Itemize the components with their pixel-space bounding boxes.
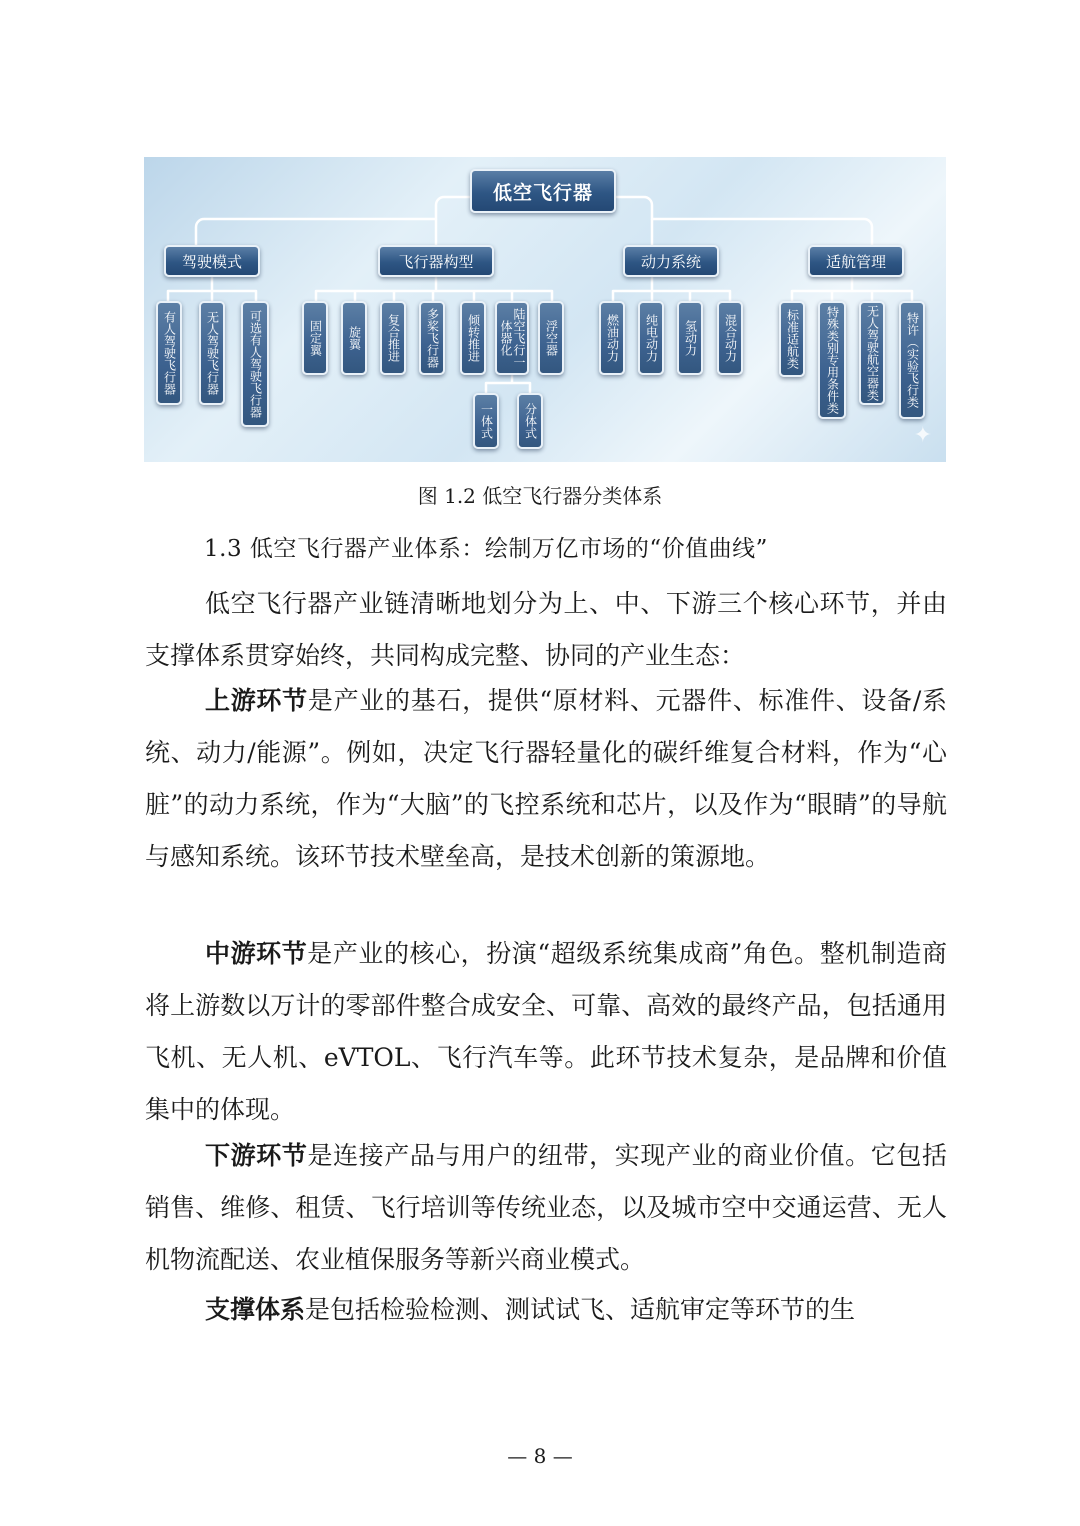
body-paragraph-downstream	[145, 1130, 947, 1286]
leaf-uas: 无人驾驶航空器类	[859, 301, 885, 405]
leaf-aerostat: 浮空器	[538, 301, 564, 375]
leaf-optionally-manned: 可选有人驾驶飞行器	[241, 301, 269, 427]
paragraph-text: 是产业的核心，扮演“超级系统集成商”角色。整机制造商将上游数以万计的零部件整合成安全、可靠、高效的最终产品，包括通用飞机、无人机、eVTOL、飞行汽车等。此环节技术复杂，是品牌和价值集中的体现。	[145, 939, 947, 1124]
paragraph-text: 是产业的基石，提供“原材料、元器件、标准件、设备/系统、动力/能源”。例如，决定飞行器轻量化的碳纤维复合材料，作为“心脏”的动力系统，作为“大脑”的飞控系统和芯片，以及作为“眼睛”的导航与感知系统。该环节技术壁垒高，是技术创新的策源地。	[145, 686, 947, 871]
classification-diagram	[144, 157, 946, 462]
leaf-compound: 复合推进	[380, 301, 406, 375]
leaf-fuel: 燃油动力	[599, 301, 625, 375]
body-paragraph-upstream	[145, 675, 947, 883]
sparkle-icon: ✦	[913, 423, 932, 448]
figure-caption: 图 1.2 低空飞行器分类体系	[417, 484, 663, 508]
body-paragraph-midstream	[145, 928, 947, 1136]
paragraph-lead: 支撑体系	[205, 1295, 306, 1324]
root-node: 低空飞行器	[470, 169, 616, 213]
leaf-special-permit: 特许（实验飞行类	[899, 301, 925, 419]
leaf-electric: 纯电动力	[638, 301, 664, 375]
category-pilot-mode: 驾驶模式	[164, 245, 260, 277]
paragraph-text: 低空飞行器产业链清晰地划分为上、中、下游三个核心环节，并由支撑体系贯穿始终，共同构成完整、协同的产业生态：	[145, 589, 947, 670]
leaf-hybrid: 混合动力	[717, 301, 743, 375]
category-configuration: 飞行器构型	[378, 245, 494, 277]
body-paragraph-support	[145, 1284, 947, 1336]
leaf-hydrogen: 氢动力	[677, 301, 703, 375]
leaf-multirotor: 多桨飞行器	[419, 301, 445, 375]
leaf-special: 特殊类别专用条件类	[818, 301, 846, 419]
leaf-land-air: 陆空飞行一体器化	[495, 301, 529, 375]
leaf-manned: 有人驾驶飞行器	[156, 301, 182, 405]
leaf-rotor: 旋翼	[341, 301, 367, 375]
paragraph-lead: 下游环节	[205, 1141, 308, 1170]
page-number: — 8 —	[507, 1444, 573, 1468]
section-heading: 1.3 低空飞行器产业体系：绘制万亿市场的“价值曲线”	[204, 536, 768, 562]
leaf-unmanned: 无人驾驶飞行器	[199, 301, 225, 405]
paragraph-text: 是连接产品与用户的纽带，实现产业的商业价值。它包括销售、维修、租赁、飞行培训等传统业态，以及城市空中交通运营、无人机物流配送、农业植保服务等新兴商业模式。	[145, 1141, 947, 1274]
paragraph-lead: 中游环节	[205, 939, 308, 968]
paragraph-lead: 上游环节	[205, 686, 308, 715]
leaf-split: 分体式	[517, 393, 543, 449]
paragraph-text: 是包括检验检测、测试试飞、适航审定等环节的生	[305, 1295, 856, 1324]
leaf-standard: 标准适航类	[779, 301, 805, 377]
leaf-tilt: 倾转推进	[460, 301, 486, 375]
category-power: 动力系统	[623, 245, 719, 277]
leaf-integrated: 一体式	[473, 393, 499, 449]
category-airworthiness: 适航管理	[808, 245, 904, 277]
body-paragraph-intro	[145, 578, 947, 682]
leaf-fixed-wing: 固定翼	[302, 301, 328, 375]
